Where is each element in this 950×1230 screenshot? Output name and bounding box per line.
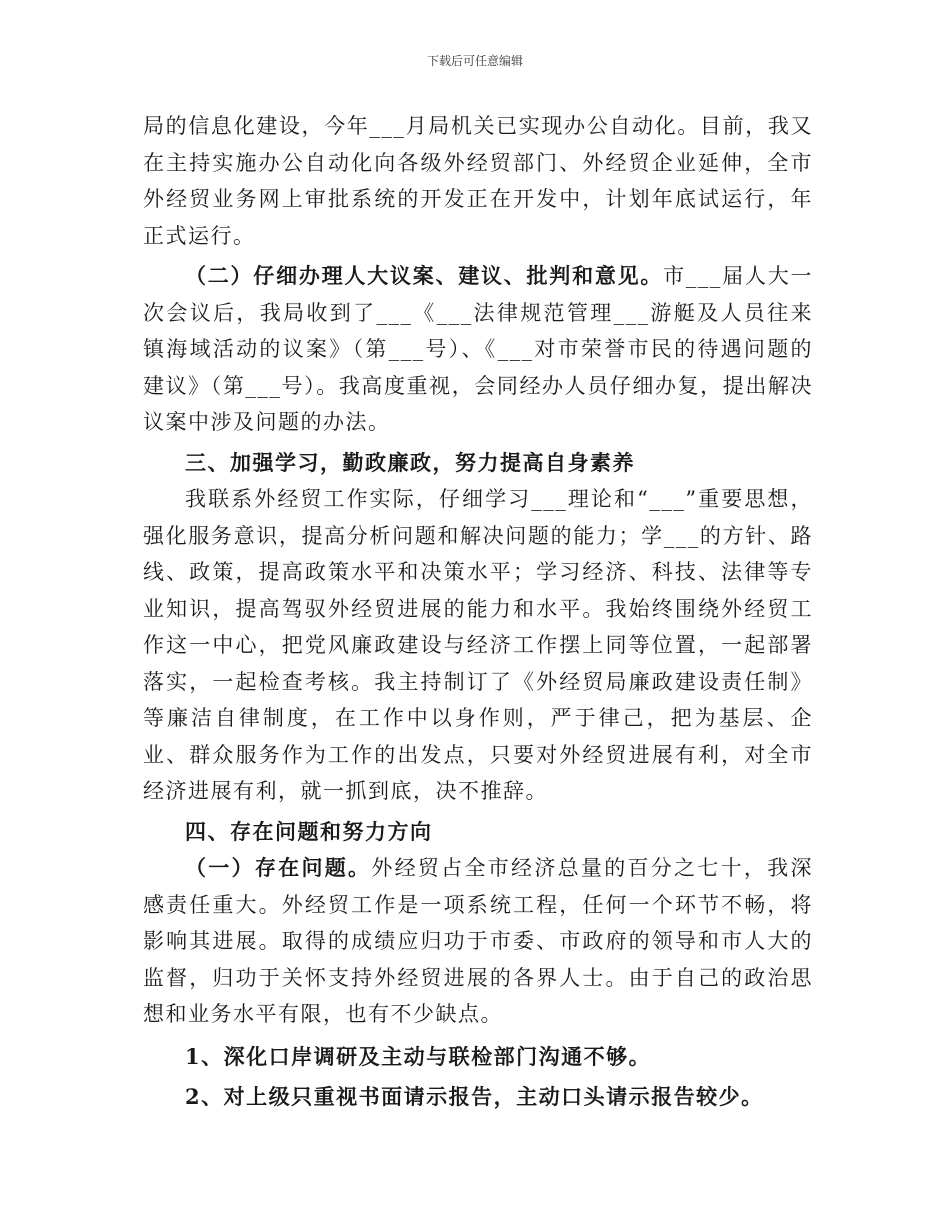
heading-study: 三、加强学习，勤政廉政，努力提高自身素养 (185, 449, 635, 475)
list-item-1: 1、深化口岸调研及主动与联检部门沟通不够。 (185, 1043, 652, 1069)
document-body (143, 108, 813, 1116)
paragraph-study: 我联系外经贸工作实际，仔细学习___理论和“___”重要思想，强化服务意识，提高分析问题和解决问题的能力；学___的方针、路线、政策，提高政策水平和决策水平；学习经济、科技、法律等专业知识，提高驾驭外经贸进展的能力和水平。我始终围绕外经贸工作这一中心，把党风廉政建设与经济工作摆上同等位置，一起部署落实，一起检查考核。我主持制订了《外经贸局廉政建设责任制》等廉洁自律制度，在工作中以身作则，严于律己，把为基层、企业、群众服务作为工作的出发点，只要对外经贸进展有利，对全市经济进展有利，就一抓到底，决不推辞。 (143, 487, 813, 803)
page-header: 下载后可任意编辑 (426, 54, 523, 68)
paragraph-proposals (143, 258, 813, 441)
list-item-2: 2、对上级只重视书面请示报告，主动口头请示报告较少。 (185, 1084, 764, 1109)
proposals-body: 市___届人大一次会议后，我局收到了___《___法律规范管理___游艇及人员往来镇海域活动的议案》（第___号）、《___对市荣誉市民的待遇问题的建议》（第___号）。我高度重视，会同经办人员仔细办复，提出解决议案中涉及问题的办法。 (143, 264, 814, 434)
paragraph-infrastructure: 局的信息化建设，今年___月局机关已实现办公自动化。目前，我又在主持实施办公自动化向各级外经贸部门、外经贸企业延伸，全市外经贸业务网上审批系统的开发正在开发中，计划年底试运行，年正式运行。 (143, 114, 813, 248)
problems-body: 外经贸占全市经济总量的百分之七十，我深感责任重大。外经贸工作是一项系统工程，任何一个环节不畅，将影响其进展。取得的成绩应归功于市委、市政府的领导和市人大的监督，归功于关怀支持外经贸进展的各界人士。由于自己的政治思想和业务水平有限，也有不少缺点。 (143, 856, 814, 1026)
heading-problems: 四、存在问题和努力方向 (185, 818, 433, 844)
paragraph-problems (143, 850, 813, 1033)
subheading-proposals: （二）仔细办理人大议案、建议、批判和意见。 (185, 263, 664, 288)
subheading-problems: （一）存在问题。 (185, 855, 372, 880)
